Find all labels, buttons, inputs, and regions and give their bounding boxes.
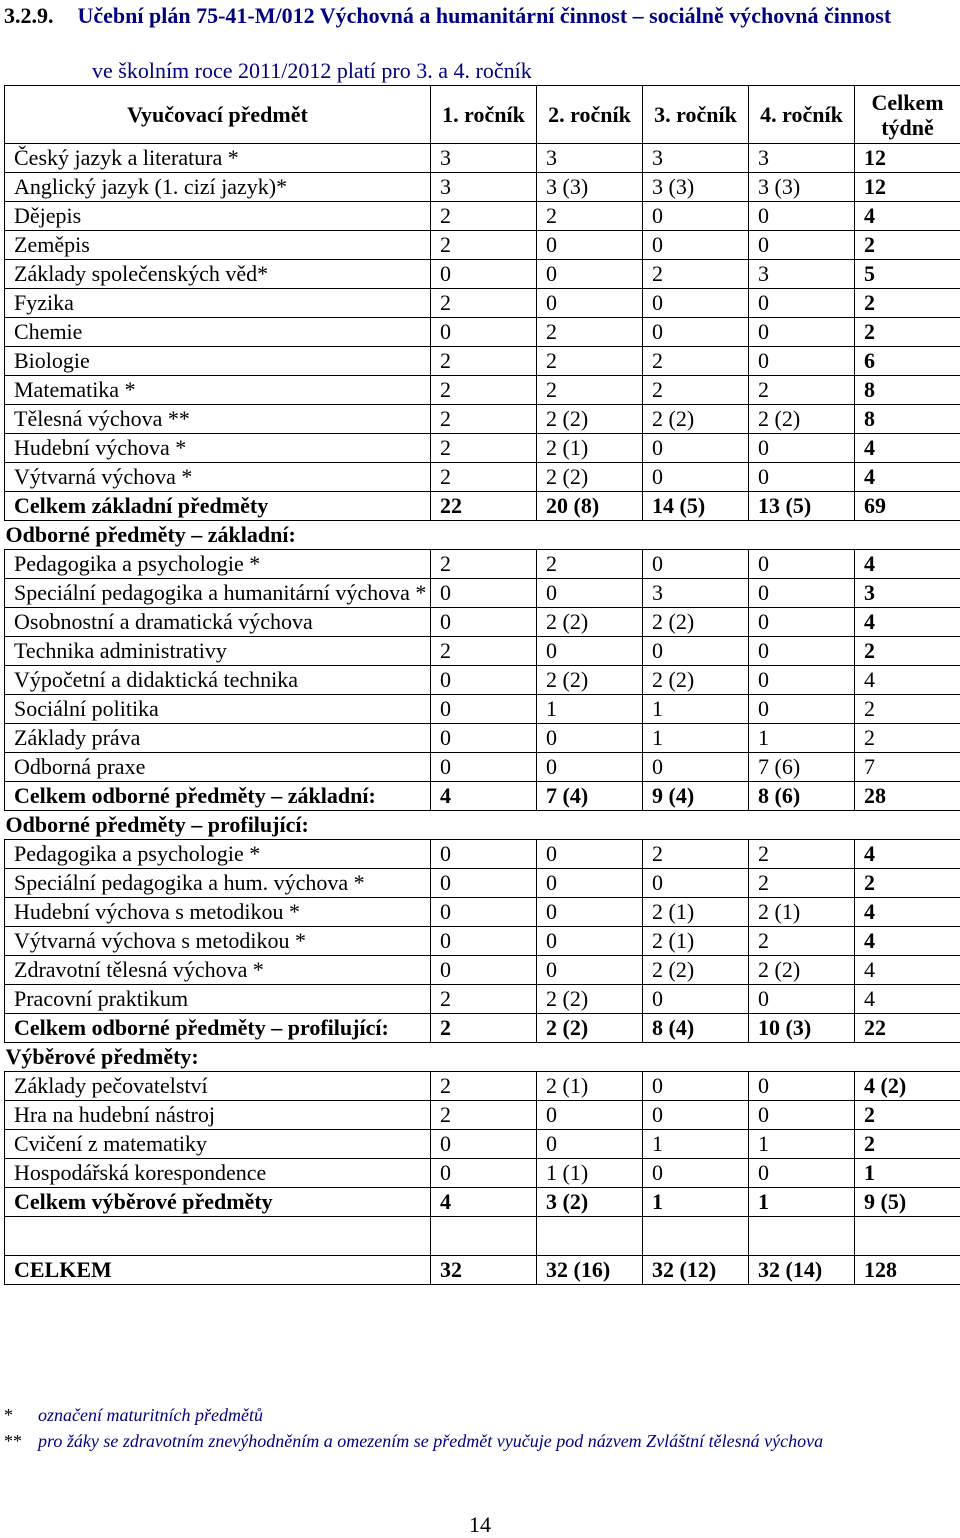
total-cell: 69 — [855, 492, 960, 521]
hours-cell: 2 (2) — [643, 666, 749, 695]
hours-cell: 0 — [431, 695, 537, 724]
subject-cell: CELKEM — [5, 1256, 431, 1285]
hours-cell: 2 — [431, 550, 537, 579]
total-cell: 8 — [855, 376, 960, 405]
hours-cell: 3 — [537, 144, 643, 173]
table-row — [5, 289, 960, 318]
hours-cell: 2 — [431, 376, 537, 405]
hours-cell: 13 (5) — [749, 492, 855, 521]
subject-cell: Hudební výchova * — [5, 434, 431, 463]
hours-cell: 0 — [749, 202, 855, 231]
table-header-row — [5, 86, 960, 144]
hours-cell: 0 — [431, 898, 537, 927]
subject-cell: Celkem odborné předměty – základní: — [5, 782, 431, 811]
hours-cell: 20 (8) — [537, 492, 643, 521]
hours-cell: 2 (2) — [643, 405, 749, 434]
total-cell: 4 — [855, 898, 960, 927]
subject-cell: Celkem základní předměty — [5, 492, 431, 521]
hours-cell: 0 — [643, 318, 749, 347]
hours-cell: 2 — [749, 376, 855, 405]
section-label: Odborné předměty – základní: — [5, 521, 960, 550]
hours-cell: 7 (6) — [749, 753, 855, 782]
hours-cell: 0 — [643, 434, 749, 463]
hours-cell: 0 — [749, 579, 855, 608]
header-year-2: 2. ročník — [537, 86, 643, 144]
hours-cell: 0 — [749, 1101, 855, 1130]
total-cell: 9 (5) — [855, 1188, 960, 1217]
hours-cell: 14 (5) — [643, 492, 749, 521]
hours-cell: 0 — [749, 347, 855, 376]
hours-cell: 0 — [431, 318, 537, 347]
header-year-3: 3. ročník — [643, 86, 749, 144]
hours-cell: 0 — [431, 608, 537, 637]
total-cell: 6 — [855, 347, 960, 376]
hours-cell: 0 — [643, 550, 749, 579]
hours-cell: 0 — [643, 985, 749, 1014]
hours-cell: 0 — [537, 840, 643, 869]
hours-cell: 0 — [749, 608, 855, 637]
table-row — [5, 1130, 960, 1159]
hours-cell: 2 — [431, 202, 537, 231]
hours-cell: 2 — [431, 347, 537, 376]
hours-cell: 0 — [431, 1130, 537, 1159]
hours-cell: 2 — [431, 985, 537, 1014]
table-total-row — [5, 1014, 960, 1043]
table-row — [5, 956, 960, 985]
hours-cell: 0 — [643, 753, 749, 782]
subject-cell: Zdravotní tělesná výchova * — [5, 956, 431, 985]
hours-cell: 2 — [431, 463, 537, 492]
hours-cell: 0 — [643, 869, 749, 898]
hours-cell: 1 — [749, 1130, 855, 1159]
table-total-row — [5, 1188, 960, 1217]
hours-cell: 0 — [643, 231, 749, 260]
hours-cell: 32 — [431, 1256, 537, 1285]
footnote — [4, 1402, 823, 1428]
hours-cell: 0 — [431, 724, 537, 753]
header-subject: Vyučovací předmět — [5, 86, 431, 144]
subject-cell: Celkem odborné předměty – profilující: — [5, 1014, 431, 1043]
hours-cell: 0 — [537, 260, 643, 289]
hours-cell: 1 (1) — [537, 1159, 643, 1188]
subject-cell: Základy pečovatelství — [5, 1072, 431, 1101]
table-spacer-row — [5, 1217, 960, 1256]
hours-cell: 0 — [749, 463, 855, 492]
section-label: Odborné předměty – profilující: — [5, 811, 960, 840]
subject-cell: Osobnostní a dramatická výchova — [5, 608, 431, 637]
hours-cell: 2 — [537, 347, 643, 376]
total-cell: 4 — [855, 608, 960, 637]
hours-cell: 2 — [537, 550, 643, 579]
subject-cell: Biologie — [5, 347, 431, 376]
total-cell: 2 — [855, 869, 960, 898]
total-cell: 8 — [855, 405, 960, 434]
table-row — [5, 1159, 960, 1188]
section-heading — [4, 2, 954, 30]
curriculum-table — [4, 85, 960, 1285]
total-cell: 4 — [855, 202, 960, 231]
total-cell: 1 — [855, 1159, 960, 1188]
hours-cell: 0 — [537, 724, 643, 753]
subject-cell: Celkem výběrové předměty — [5, 1188, 431, 1217]
hours-cell: 3 — [749, 260, 855, 289]
hours-cell: 0 — [749, 985, 855, 1014]
hours-cell: 2 (1) — [749, 898, 855, 927]
hours-cell: 2 (2) — [749, 956, 855, 985]
header-year-1: 1. ročník — [431, 86, 537, 144]
table-row — [5, 753, 960, 782]
footnote-text: označení maturitních předmětů — [38, 1405, 263, 1425]
hours-cell: 1 — [749, 1188, 855, 1217]
subject-cell: Odborná praxe — [5, 753, 431, 782]
total-cell: 2 — [855, 318, 960, 347]
hours-cell: 2 — [431, 434, 537, 463]
table-row — [5, 1101, 960, 1130]
section-title: Učební plán 75-41-M/012 Výchovná a humanitární činnost – sociálně výchovná činnost — [78, 3, 892, 28]
total-cell: 12 — [855, 144, 960, 173]
table-row — [5, 927, 960, 956]
hours-cell: 0 — [749, 666, 855, 695]
hours-cell: 2 — [749, 869, 855, 898]
hours-cell: 2 — [749, 927, 855, 956]
hours-cell: 1 — [643, 1188, 749, 1217]
hours-cell: 22 — [431, 492, 537, 521]
total-cell: 7 — [855, 753, 960, 782]
total-cell: 4 (2) — [855, 1072, 960, 1101]
total-cell: 28 — [855, 782, 960, 811]
hours-cell: 8 (4) — [643, 1014, 749, 1043]
table-row — [5, 260, 960, 289]
hours-cell: 3 — [431, 173, 537, 202]
table-row — [5, 318, 960, 347]
hours-cell: 2 (2) — [537, 608, 643, 637]
hours-cell: 32 (12) — [643, 1256, 749, 1285]
subject-cell: Matematika * — [5, 376, 431, 405]
hours-cell: 0 — [749, 434, 855, 463]
subject-cell: Hudební výchova s metodikou * — [5, 898, 431, 927]
table-section-row — [5, 811, 960, 840]
hours-cell: 4 — [431, 782, 537, 811]
hours-cell: 2 (1) — [643, 898, 749, 927]
subject-cell: Pedagogika a psychologie * — [5, 840, 431, 869]
hours-cell: 2 (2) — [537, 1014, 643, 1043]
total-cell: 4 — [855, 927, 960, 956]
table-row — [5, 144, 960, 173]
hours-cell: 2 (2) — [643, 608, 749, 637]
hours-cell: 0 — [643, 1159, 749, 1188]
table-row — [5, 405, 960, 434]
hours-cell: 0 — [749, 289, 855, 318]
hours-cell: 1 — [537, 695, 643, 724]
table-row — [5, 550, 960, 579]
table-row — [5, 434, 960, 463]
hours-cell: 0 — [537, 869, 643, 898]
hours-cell: 0 — [431, 956, 537, 985]
total-cell: 2 — [855, 695, 960, 724]
total-cell: 2 — [855, 637, 960, 666]
table-row — [5, 1072, 960, 1101]
hours-cell: 2 — [431, 1101, 537, 1130]
page-number: 14 — [0, 1512, 960, 1538]
table-row — [5, 463, 960, 492]
section-label: Výběrové předměty: — [5, 1043, 960, 1072]
table-row — [5, 898, 960, 927]
hours-cell: 0 — [431, 753, 537, 782]
total-cell: 2 — [855, 1101, 960, 1130]
hours-cell: 3 — [643, 579, 749, 608]
table-total-row — [5, 492, 960, 521]
table-row — [5, 579, 960, 608]
total-cell: 128 — [855, 1256, 960, 1285]
subject-cell: Základy práva — [5, 724, 431, 753]
subject-cell: Technika administrativy — [5, 637, 431, 666]
hours-cell: 0 — [537, 1130, 643, 1159]
subject-cell: Speciální pedagogika a humanitární výchova * — [5, 579, 431, 608]
subject-cell: Výpočetní a didaktická technika — [5, 666, 431, 695]
hours-cell: 2 — [749, 840, 855, 869]
table-row — [5, 695, 960, 724]
table-row — [5, 724, 960, 753]
subject-cell: Zeměpis — [5, 231, 431, 260]
total-cell: 4 — [855, 985, 960, 1014]
hours-cell: 2 — [431, 405, 537, 434]
table-row — [5, 173, 960, 202]
hours-cell: 3 — [643, 144, 749, 173]
hours-cell: 2 — [431, 1072, 537, 1101]
table-row — [5, 637, 960, 666]
total-cell: 2 — [855, 289, 960, 318]
hours-cell: 2 — [537, 318, 643, 347]
empty-cell — [643, 1217, 749, 1256]
hours-cell: 0 — [643, 289, 749, 318]
hours-cell: 0 — [749, 318, 855, 347]
footnote — [4, 1428, 823, 1454]
hours-cell: 0 — [537, 898, 643, 927]
total-cell: 2 — [855, 724, 960, 753]
hours-cell: 3 (3) — [749, 173, 855, 202]
total-cell: 2 — [855, 1130, 960, 1159]
hours-cell: 0 — [537, 231, 643, 260]
subject-cell: Hra na hudební nástroj — [5, 1101, 431, 1130]
table-row — [5, 985, 960, 1014]
hours-cell: 0 — [431, 869, 537, 898]
hours-cell: 0 — [749, 1072, 855, 1101]
total-cell: 4 — [855, 956, 960, 985]
hours-cell: 2 — [643, 347, 749, 376]
hours-cell: 2 (1) — [537, 434, 643, 463]
hours-cell: 0 — [749, 695, 855, 724]
hours-cell: 2 — [431, 637, 537, 666]
table-row — [5, 202, 960, 231]
hours-cell: 3 — [749, 144, 855, 173]
hours-cell: 0 — [537, 956, 643, 985]
hours-cell: 2 (1) — [537, 1072, 643, 1101]
hours-cell: 32 (14) — [749, 1256, 855, 1285]
empty-cell — [431, 1217, 537, 1256]
empty-cell — [537, 1217, 643, 1256]
hours-cell: 2 (1) — [643, 927, 749, 956]
total-cell: 3 — [855, 579, 960, 608]
hours-cell: 3 (3) — [537, 173, 643, 202]
footnote-mark: ** — [4, 1428, 38, 1454]
table-row — [5, 869, 960, 898]
hours-cell: 0 — [431, 579, 537, 608]
table-row — [5, 376, 960, 405]
table-row — [5, 666, 960, 695]
footnotes — [4, 1402, 823, 1454]
hours-cell: 7 (4) — [537, 782, 643, 811]
hours-cell: 0 — [431, 1159, 537, 1188]
total-cell: 4 — [855, 463, 960, 492]
total-cell: 4 — [855, 550, 960, 579]
table-row — [5, 840, 960, 869]
hours-cell: 2 — [537, 202, 643, 231]
hours-cell: 2 — [537, 376, 643, 405]
hours-cell: 2 — [643, 376, 749, 405]
hours-cell: 3 (3) — [643, 173, 749, 202]
hours-cell: 0 — [643, 1101, 749, 1130]
empty-cell — [855, 1217, 960, 1256]
header-total: Celkem týdně — [855, 86, 960, 144]
empty-cell — [5, 1217, 431, 1256]
hours-cell: 2 — [431, 231, 537, 260]
hours-cell: 1 — [749, 724, 855, 753]
subject-cell: Anglický jazyk (1. cizí jazyk)* — [5, 173, 431, 202]
table-row — [5, 347, 960, 376]
hours-cell: 2 — [643, 260, 749, 289]
hours-cell: 0 — [749, 1159, 855, 1188]
hours-cell: 2 (2) — [537, 985, 643, 1014]
total-cell: 12 — [855, 173, 960, 202]
footnote-mark: * — [4, 1402, 38, 1428]
table-total-row — [5, 782, 960, 811]
hours-cell: 2 — [431, 289, 537, 318]
hours-cell: 2 (2) — [643, 956, 749, 985]
hours-cell: 2 (2) — [749, 405, 855, 434]
empty-cell — [749, 1217, 855, 1256]
hours-cell: 3 (2) — [537, 1188, 643, 1217]
total-cell: 5 — [855, 260, 960, 289]
hours-cell: 0 — [537, 1101, 643, 1130]
table-section-row — [5, 521, 960, 550]
subject-cell: Pracovní praktikum — [5, 985, 431, 1014]
section-number: 3.2.9. — [4, 3, 54, 28]
hours-cell: 0 — [537, 289, 643, 318]
subject-cell: Cvičení z matematiky — [5, 1130, 431, 1159]
table-row — [5, 231, 960, 260]
hours-cell: 0 — [431, 260, 537, 289]
hours-cell: 0 — [431, 927, 537, 956]
hours-cell: 0 — [643, 1072, 749, 1101]
subject-cell: Tělesná výchova ** — [5, 405, 431, 434]
hours-cell: 3 — [431, 144, 537, 173]
hours-cell: 0 — [537, 579, 643, 608]
subject-cell: Hospodářská korespondence — [5, 1159, 431, 1188]
hours-cell: 0 — [431, 840, 537, 869]
section-subtitle: ve školním roce 2011/2012 platí pro 3. a 4. ročník — [92, 58, 532, 84]
total-cell: 4 — [855, 434, 960, 463]
total-cell: 22 — [855, 1014, 960, 1043]
table-total-row — [5, 1256, 960, 1285]
hours-cell: 0 — [749, 550, 855, 579]
total-cell: 4 — [855, 666, 960, 695]
hours-cell: 8 (6) — [749, 782, 855, 811]
hours-cell: 2 — [431, 1014, 537, 1043]
hours-cell: 0 — [537, 927, 643, 956]
subject-cell: Speciální pedagogika a hum. výchova * — [5, 869, 431, 898]
hours-cell: 2 (2) — [537, 405, 643, 434]
hours-cell: 0 — [749, 231, 855, 260]
hours-cell: 0 — [431, 666, 537, 695]
subject-cell: Sociální politika — [5, 695, 431, 724]
hours-cell: 1 — [643, 695, 749, 724]
total-cell: 4 — [855, 840, 960, 869]
header-year-4: 4. ročník — [749, 86, 855, 144]
hours-cell: 32 (16) — [537, 1256, 643, 1285]
hours-cell: 0 — [749, 637, 855, 666]
subject-cell: Základy společenských věd* — [5, 260, 431, 289]
hours-cell: 10 (3) — [749, 1014, 855, 1043]
hours-cell: 1 — [643, 1130, 749, 1159]
subject-cell: Výtvarná výchova s metodikou * — [5, 927, 431, 956]
hours-cell: 0 — [537, 637, 643, 666]
hours-cell: 0 — [643, 202, 749, 231]
hours-cell: 2 (2) — [537, 463, 643, 492]
hours-cell: 0 — [537, 753, 643, 782]
subject-cell: Výtvarná výchova * — [5, 463, 431, 492]
footnote-text: pro žáky se zdravotním znevýhodněním a omezením se předmět vyučuje pod názvem Zvláštní tělesná výchova — [38, 1431, 823, 1451]
total-cell: 2 — [855, 231, 960, 260]
table-section-row — [5, 1043, 960, 1072]
hours-cell: 2 — [643, 840, 749, 869]
subject-cell: Dějepis — [5, 202, 431, 231]
hours-cell: 2 (2) — [537, 666, 643, 695]
subject-cell: Chemie — [5, 318, 431, 347]
hours-cell: 0 — [643, 637, 749, 666]
hours-cell: 9 (4) — [643, 782, 749, 811]
hours-cell: 4 — [431, 1188, 537, 1217]
subject-cell: Český jazyk a literatura * — [5, 144, 431, 173]
subject-cell: Fyzika — [5, 289, 431, 318]
hours-cell: 1 — [643, 724, 749, 753]
table-row — [5, 608, 960, 637]
hours-cell: 0 — [643, 463, 749, 492]
subject-cell: Pedagogika a psychologie * — [5, 550, 431, 579]
